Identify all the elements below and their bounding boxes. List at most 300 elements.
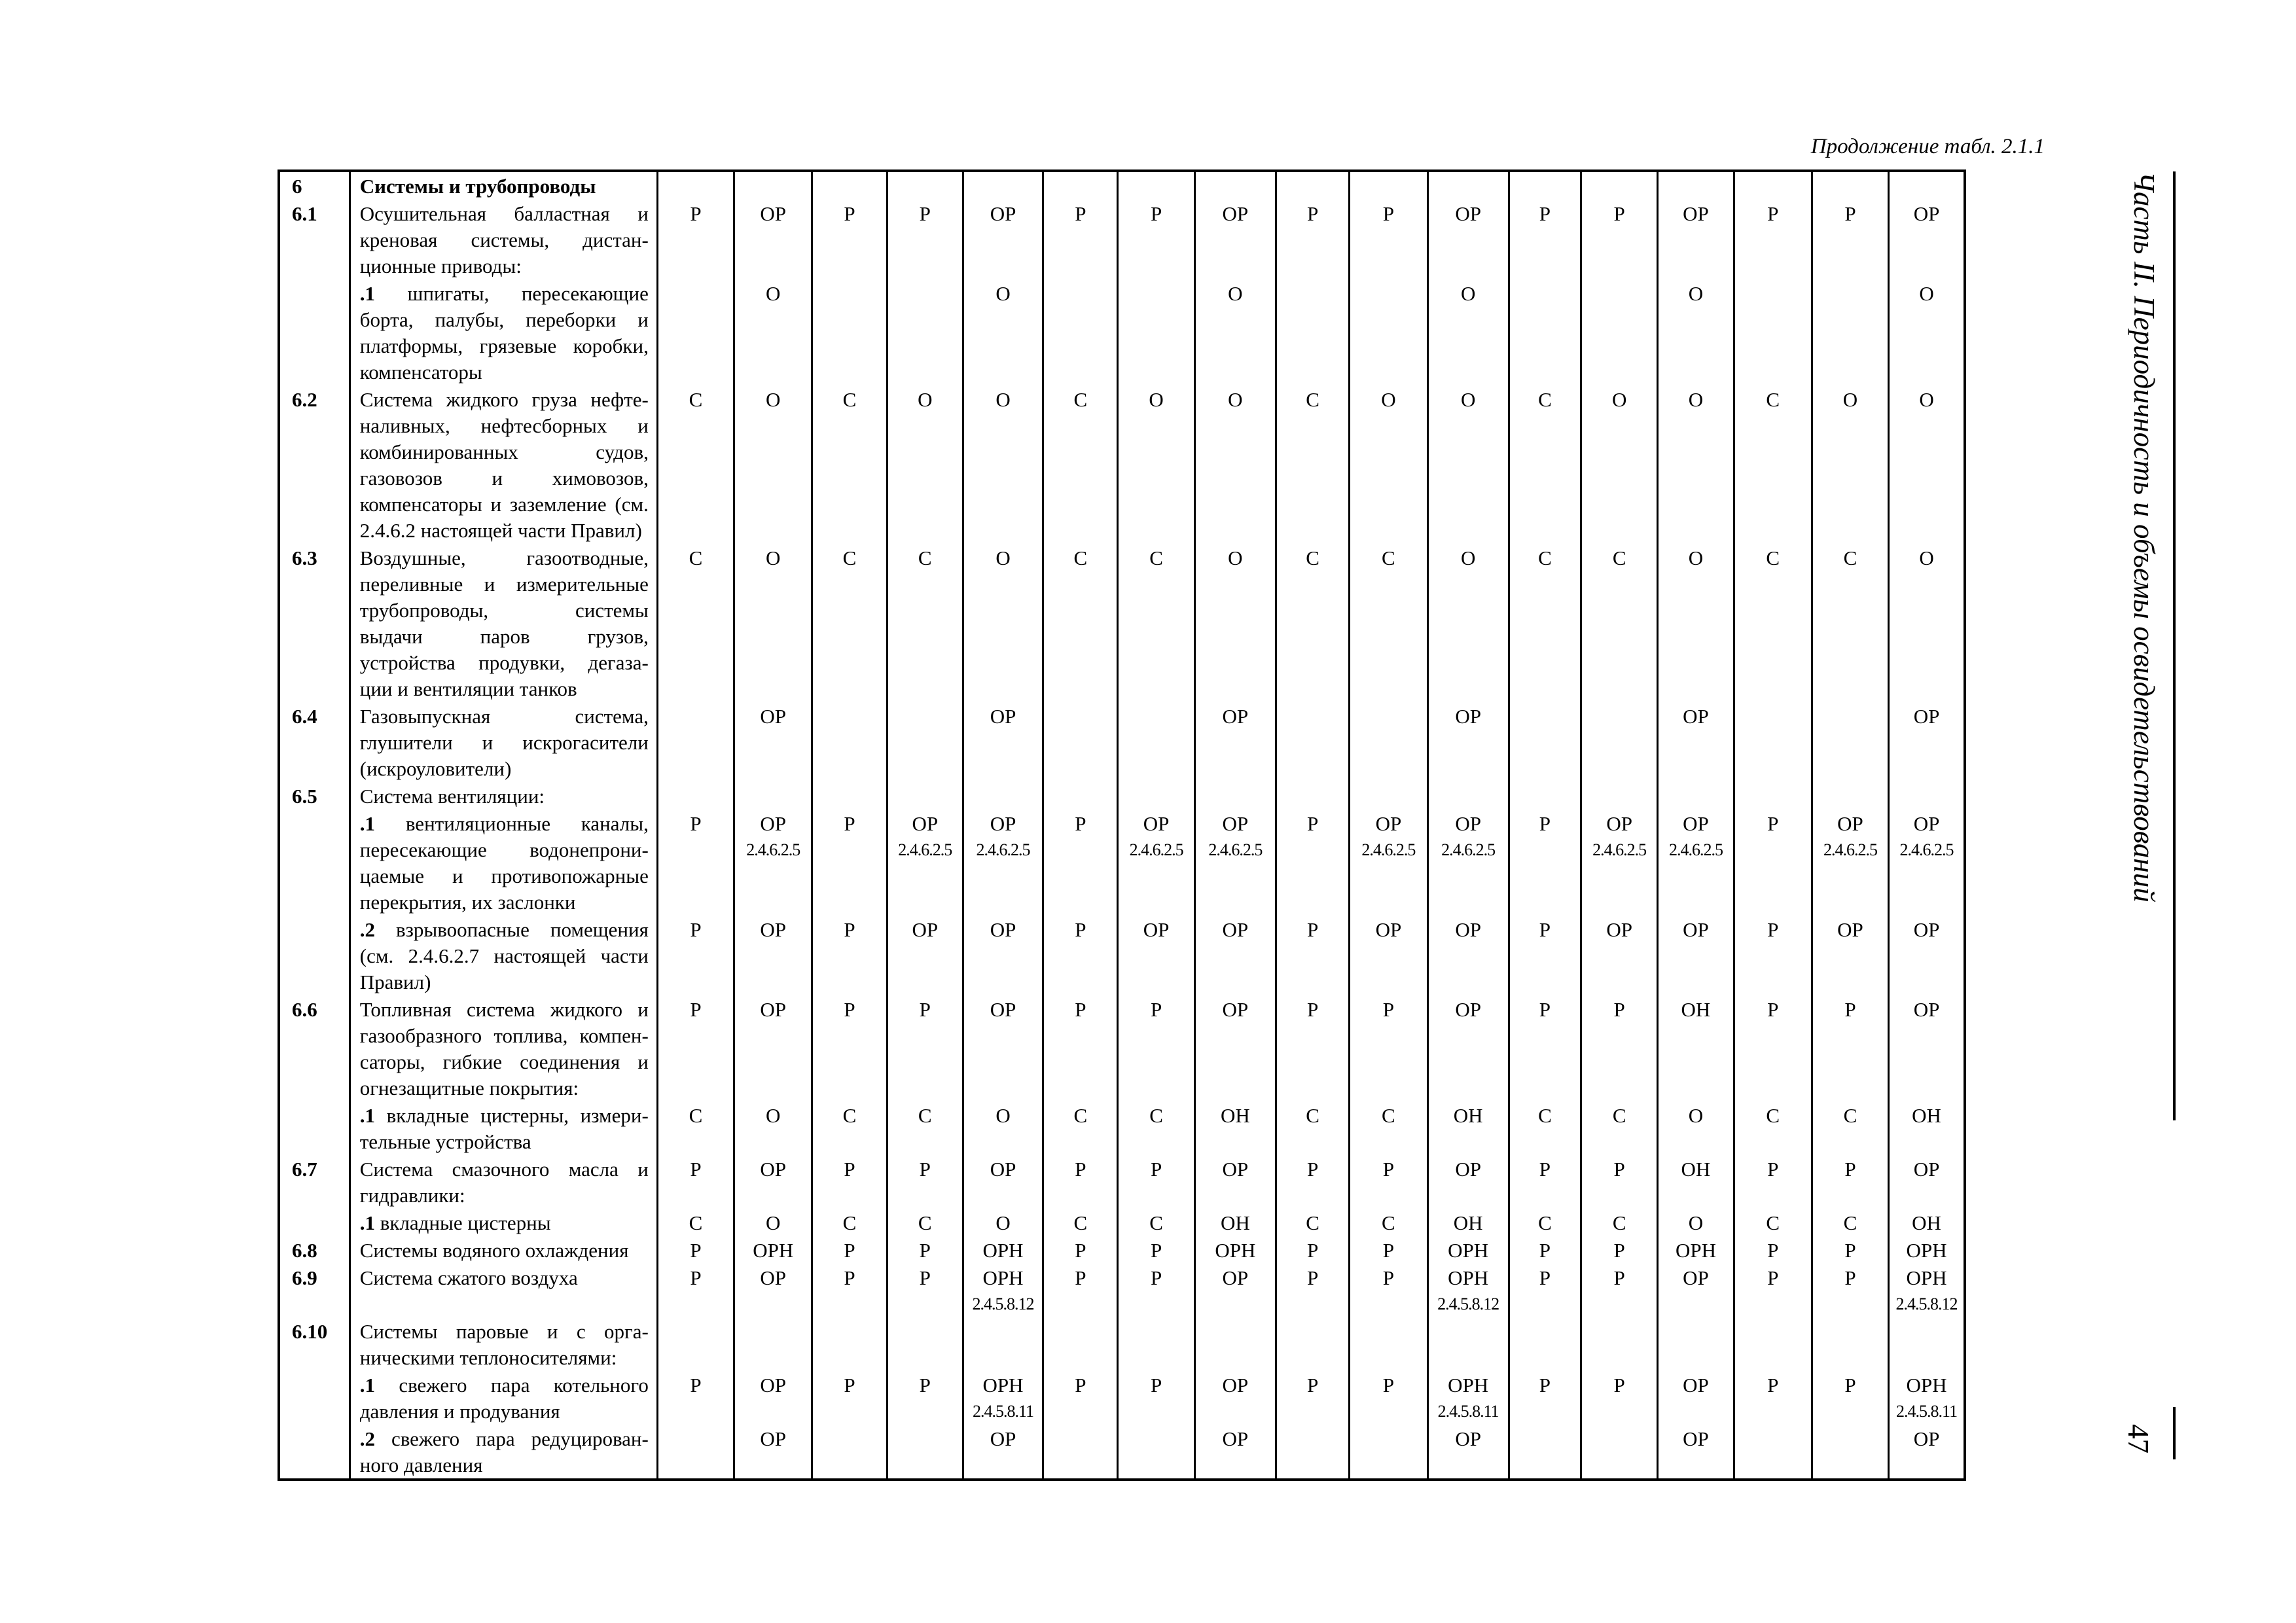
value-code: С xyxy=(1538,546,1552,569)
survey-value-cell xyxy=(812,810,887,916)
survey-value-cell xyxy=(1509,702,1581,782)
survey-value-cell xyxy=(1581,1317,1658,1371)
value-code: Р xyxy=(1307,1158,1319,1181)
description-line xyxy=(360,624,649,650)
survey-value-cell xyxy=(1194,1264,1276,1317)
value-code: С xyxy=(1843,546,1857,569)
survey-value-cell xyxy=(1194,200,1276,279)
survey-value-cell xyxy=(1734,385,1812,544)
table-row xyxy=(279,1317,1965,1371)
value-code: Р xyxy=(1075,1239,1086,1262)
survey-value-cell xyxy=(1812,544,1888,702)
value-code: ОР xyxy=(1913,998,1940,1021)
value-code: С xyxy=(689,388,703,411)
survey-value-cell xyxy=(812,702,887,782)
value-code: ОР xyxy=(1143,812,1170,835)
survey-value-cell xyxy=(1734,916,1812,995)
survey-value-cell xyxy=(1427,1317,1509,1371)
description-text: ного давления xyxy=(359,1454,483,1476)
survey-value-cell xyxy=(1194,1425,1276,1480)
survey-value-cell xyxy=(1812,279,1888,385)
survey-value-cell xyxy=(1658,995,1734,1101)
description-text: Правил) xyxy=(359,971,431,993)
value-code: О xyxy=(766,546,781,569)
survey-value-cell xyxy=(1350,782,1427,810)
survey-value-cell xyxy=(1194,1209,1276,1236)
value-code: С xyxy=(1073,1211,1088,1234)
survey-value-cell xyxy=(734,1101,812,1155)
row-number-cell xyxy=(279,1425,350,1480)
value-code: С xyxy=(1766,388,1780,411)
survey-value-cell xyxy=(657,200,734,279)
description-text: Система сжатого воздуха xyxy=(359,1266,578,1289)
description-line xyxy=(360,173,649,200)
survey-value-cell xyxy=(1734,1317,1812,1371)
description-line xyxy=(360,465,649,491)
survey-value-cell xyxy=(1194,1101,1276,1155)
value-code: Р xyxy=(1382,1374,1394,1397)
survey-value-cell xyxy=(1509,1101,1581,1155)
value-reference: 2.4.6.2.5 xyxy=(1208,840,1263,859)
row-number-cell xyxy=(279,1371,350,1425)
description-text: компенсаторы xyxy=(359,361,482,383)
description-text: креновая системы, дистан- xyxy=(359,228,649,251)
value-code: Р xyxy=(1075,812,1086,835)
value-code: ОР xyxy=(1683,1266,1709,1289)
value-reference: 2.4.5.8.11 xyxy=(973,1402,1034,1421)
survey-value-cell xyxy=(963,1101,1043,1155)
survey-value-cell xyxy=(812,1425,887,1480)
table-row xyxy=(279,1236,1965,1264)
description-line xyxy=(360,1345,649,1371)
survey-value-cell xyxy=(1118,1371,1194,1425)
survey-value-cell xyxy=(1734,544,1812,702)
survey-value-cell xyxy=(887,279,963,385)
table-row xyxy=(279,544,1965,702)
description-line xyxy=(360,917,649,943)
value-code: ОР xyxy=(1222,1158,1249,1181)
survey-value-cell xyxy=(1581,1209,1658,1236)
value-code: Р xyxy=(1767,1266,1779,1289)
survey-value-cell xyxy=(1581,995,1658,1101)
survey-value-cell xyxy=(887,1209,963,1236)
survey-value-cell xyxy=(1812,1155,1888,1209)
value-reference: 2.4.6.2.5 xyxy=(1668,840,1723,859)
value-code: ОРН xyxy=(982,1374,1024,1397)
value-code: ОР xyxy=(760,202,787,225)
row-number: 6.2 xyxy=(292,388,317,411)
value-code: Р xyxy=(1307,1374,1319,1397)
survey-value-cell xyxy=(1658,1101,1734,1155)
survey-value-cell xyxy=(1658,1209,1734,1236)
survey-value-cell xyxy=(1350,279,1427,385)
survey-value-cell xyxy=(1118,279,1194,385)
row-number-cell xyxy=(279,200,350,279)
value-code: О xyxy=(766,282,781,305)
item-description-cell xyxy=(350,810,657,916)
survey-value-cell xyxy=(734,995,812,1101)
survey-value-cell xyxy=(657,1101,734,1155)
survey-value-cell xyxy=(1658,782,1734,810)
survey-value-cell xyxy=(1043,702,1118,782)
description-line xyxy=(360,730,649,756)
survey-value-cell xyxy=(657,1371,734,1425)
value-code: Р xyxy=(1150,1158,1162,1181)
description-line xyxy=(360,227,649,253)
survey-value-cell xyxy=(1043,544,1118,702)
survey-value-cell xyxy=(887,171,963,200)
survey-value-cell xyxy=(812,385,887,544)
table-row xyxy=(279,1155,1965,1209)
survey-value-cell xyxy=(1658,385,1734,544)
survey-value-cell xyxy=(1350,995,1427,1101)
value-code: Р xyxy=(690,1374,702,1397)
value-code: С xyxy=(842,546,857,569)
survey-value-cell xyxy=(812,171,887,200)
value-reference: 2.4.6.2.5 xyxy=(898,840,952,859)
value-code: ОР xyxy=(1222,1427,1249,1450)
description-line xyxy=(360,201,649,227)
item-description-cell xyxy=(350,782,657,810)
survey-value-cell xyxy=(963,702,1043,782)
survey-value-cell xyxy=(734,1209,812,1236)
survey-value-cell xyxy=(1658,544,1734,702)
value-code: О xyxy=(1688,546,1704,569)
description-text: устройства продувки, дегаза- xyxy=(359,651,649,674)
survey-value-cell xyxy=(1043,1317,1118,1371)
value-code: С xyxy=(1538,1211,1552,1234)
description-text: выдачи паров грузов, xyxy=(359,625,649,648)
value-code: Р xyxy=(844,1266,855,1289)
value-code: О xyxy=(996,388,1011,411)
value-code: Р xyxy=(1844,1266,1856,1289)
value-code: Р xyxy=(690,918,702,941)
row-number-cell xyxy=(279,171,350,200)
row-number-cell xyxy=(279,916,350,995)
value-code: Р xyxy=(919,1266,931,1289)
value-code: ОР xyxy=(990,812,1016,835)
survey-value-cell xyxy=(963,544,1043,702)
description-text: Системы и трубопроводы xyxy=(359,175,596,198)
survey-value-cell xyxy=(963,279,1043,385)
survey-value-cell xyxy=(1509,1425,1581,1480)
survey-value-cell xyxy=(1658,171,1734,200)
value-code: Р xyxy=(1382,1239,1394,1262)
survey-value-cell xyxy=(657,702,734,782)
survey-value-cell xyxy=(1427,1371,1509,1425)
table-row xyxy=(279,1264,1965,1317)
value-code: О xyxy=(1688,1211,1704,1234)
survey-value-cell xyxy=(1889,782,1965,810)
description-line xyxy=(360,333,649,359)
value-code: О xyxy=(1460,546,1476,569)
description-text: ническими теплоносителями: xyxy=(359,1346,617,1369)
value-code: ОН xyxy=(1681,998,1711,1021)
value-code: ОР xyxy=(1455,1427,1481,1450)
survey-value-cell xyxy=(1509,916,1581,995)
value-code: О xyxy=(1611,388,1627,411)
description-line xyxy=(360,783,649,810)
survey-value-cell xyxy=(887,1371,963,1425)
row-number-cell xyxy=(279,1209,350,1236)
survey-value-cell xyxy=(1509,279,1581,385)
value-code: Р xyxy=(1613,998,1625,1021)
survey-value-cell xyxy=(1812,1317,1888,1371)
survey-value-cell xyxy=(887,385,963,544)
survey-value-cell xyxy=(1658,1317,1734,1371)
survey-value-cell xyxy=(734,1236,812,1264)
value-code: С xyxy=(1306,1104,1319,1127)
survey-value-cell xyxy=(1581,544,1658,702)
description-text: вентиляционные каналы, xyxy=(375,812,649,835)
survey-value-cell xyxy=(812,200,887,279)
value-reference: 2.4.5.8.12 xyxy=(1895,1294,1958,1313)
survey-value-cell xyxy=(1889,200,1965,279)
value-reference: 2.4.5.8.12 xyxy=(1437,1294,1499,1313)
table-continuation-caption: Продолжение табл. 2.1.1 xyxy=(1810,135,2045,158)
value-code: ОРН xyxy=(1448,1374,1489,1397)
survey-value-cell xyxy=(1734,279,1812,385)
value-code: С xyxy=(1612,1104,1626,1127)
survey-value-cell xyxy=(734,1317,812,1371)
item-description-cell xyxy=(350,1264,657,1317)
survey-value-cell xyxy=(1658,1425,1734,1480)
survey-value-cell xyxy=(1509,1317,1581,1371)
description-line xyxy=(360,571,649,597)
survey-value-cell xyxy=(1427,810,1509,916)
survey-value-cell xyxy=(1118,916,1194,995)
value-reference: 2.4.6.2.5 xyxy=(1899,840,1954,859)
survey-value-cell xyxy=(657,279,734,385)
survey-value-cell xyxy=(887,995,963,1101)
survey-value-cell xyxy=(1658,1236,1734,1264)
description-line xyxy=(360,1372,649,1399)
description-line xyxy=(360,491,649,518)
survey-value-cell xyxy=(657,916,734,995)
survey-value-cell xyxy=(657,782,734,810)
survey-value-cell xyxy=(734,782,812,810)
survey-value-cell xyxy=(734,279,812,385)
table-row xyxy=(279,1101,1965,1155)
description-line xyxy=(360,676,649,702)
survey-value-cell xyxy=(1043,1425,1118,1480)
value-code: О xyxy=(996,1211,1011,1234)
survey-value-cell xyxy=(887,544,963,702)
survey-value-cell xyxy=(1194,1155,1276,1209)
survey-value-cell xyxy=(1194,995,1276,1101)
survey-value-cell xyxy=(1276,1155,1350,1209)
description-text: ции и вентиляции танков xyxy=(359,677,577,700)
description-line xyxy=(360,1049,649,1075)
survey-value-cell xyxy=(1043,1264,1118,1317)
value-code: С xyxy=(1766,1104,1780,1127)
survey-value-cell xyxy=(657,544,734,702)
value-code: О xyxy=(1228,546,1243,569)
value-code: С xyxy=(1766,546,1780,569)
value-code: С xyxy=(1382,1211,1395,1234)
survey-value-cell xyxy=(1812,916,1888,995)
value-code: ОР xyxy=(1913,812,1940,835)
survey-value-cell xyxy=(1276,1317,1350,1371)
survey-value-cell xyxy=(1350,1264,1427,1317)
survey-value-cell xyxy=(963,1371,1043,1425)
value-code: ОР xyxy=(760,918,787,941)
description-text: (см. 2.4.6.2.7 настоящей части xyxy=(359,944,649,967)
survey-value-cell xyxy=(657,1317,734,1371)
value-code: Р xyxy=(919,998,931,1021)
value-code: Р xyxy=(1150,1239,1162,1262)
value-code: Р xyxy=(919,1158,931,1181)
description-text: взрывоопасные помещения xyxy=(375,918,649,941)
survey-value-cell xyxy=(963,1209,1043,1236)
survey-value-cell xyxy=(1658,200,1734,279)
survey-value-cell xyxy=(1509,544,1581,702)
value-code: С xyxy=(1306,388,1319,411)
description-text: цаемые и противопожарные xyxy=(359,865,649,887)
description-text: Газовыпускная система, xyxy=(359,705,649,728)
value-code: Р xyxy=(1767,998,1779,1021)
sub-item-number: .1 xyxy=(359,1104,375,1127)
row-number-cell xyxy=(279,385,350,544)
survey-value-cell xyxy=(1889,279,1965,385)
value-code: О xyxy=(1919,282,1934,305)
survey-value-cell xyxy=(734,200,812,279)
survey-value-cell xyxy=(1581,1101,1658,1155)
value-code: ОР xyxy=(1683,1427,1709,1450)
value-code: ОР xyxy=(1375,812,1402,835)
value-code: ОР xyxy=(1222,1374,1249,1397)
value-code: С xyxy=(1149,1104,1163,1127)
survey-value-cell xyxy=(1812,1209,1888,1236)
survey-value-cell xyxy=(1734,200,1812,279)
survey-value-cell xyxy=(1194,702,1276,782)
value-code: О xyxy=(1460,282,1476,305)
value-code: ОР xyxy=(990,705,1016,728)
survey-value-cell xyxy=(1509,1236,1581,1264)
description-line xyxy=(360,969,649,995)
value-code: Р xyxy=(1767,202,1779,225)
row-number: 6.6 xyxy=(292,998,317,1021)
survey-value-cell xyxy=(1889,544,1965,702)
value-reference: 2.4.6.2.5 xyxy=(1441,840,1496,859)
value-code: С xyxy=(689,1211,703,1234)
value-code: С xyxy=(842,388,857,411)
sub-item-number: .1 xyxy=(359,1211,375,1234)
value-code: Р xyxy=(1844,998,1856,1021)
survey-value-cell xyxy=(1581,916,1658,995)
value-code: С xyxy=(1149,546,1163,569)
value-code: ОР xyxy=(1683,812,1709,835)
survey-value-cell xyxy=(812,1264,887,1317)
survey-value-cell xyxy=(1658,1155,1734,1209)
survey-value-cell xyxy=(963,1236,1043,1264)
survey-value-cell xyxy=(1276,544,1350,702)
survey-value-cell xyxy=(1043,385,1118,544)
survey-value-cell xyxy=(1581,1155,1658,1209)
value-code: ОР xyxy=(1222,1266,1249,1289)
value-reference: 2.4.5.8.11 xyxy=(1437,1402,1499,1421)
value-code: С xyxy=(689,546,703,569)
survey-value-cell xyxy=(1043,782,1118,810)
value-code: ОР xyxy=(990,202,1016,225)
survey-value-cell xyxy=(1889,810,1965,916)
item-description-cell xyxy=(350,1209,657,1236)
value-code: Р xyxy=(1382,1266,1394,1289)
description-text: газовозов и химовозов, xyxy=(359,467,649,490)
survey-value-cell xyxy=(1509,171,1581,200)
value-code: Р xyxy=(1767,1374,1779,1397)
survey-value-cell xyxy=(1194,171,1276,200)
value-code: ОР xyxy=(1913,202,1940,225)
survey-value-cell xyxy=(1427,1209,1509,1236)
survey-value-cell xyxy=(1350,200,1427,279)
description-line xyxy=(360,997,649,1023)
value-code: ОР xyxy=(1683,1374,1709,1397)
value-code: ОР xyxy=(1606,812,1632,835)
description-line xyxy=(360,1210,649,1236)
value-reference: 2.4.6.2.5 xyxy=(1592,840,1647,859)
value-code: ОРН xyxy=(982,1239,1024,1262)
row-number: 6.9 xyxy=(292,1266,317,1289)
survey-value-cell xyxy=(1276,995,1350,1101)
item-description-cell xyxy=(350,1236,657,1264)
survey-value-cell xyxy=(1427,916,1509,995)
description-text: тельные устройства xyxy=(359,1130,531,1153)
description-line xyxy=(360,756,649,782)
table-row xyxy=(279,810,1965,916)
survey-value-cell xyxy=(1581,1371,1658,1425)
row-number: 6.10 xyxy=(292,1320,328,1343)
description-line xyxy=(360,1319,649,1345)
table-row xyxy=(279,1209,1965,1236)
value-code: О xyxy=(1149,388,1164,411)
item-description-cell xyxy=(350,1155,657,1209)
value-code: ОР xyxy=(912,812,939,835)
description-text: газообразного топлива, компен- xyxy=(359,1024,649,1047)
survey-value-cell xyxy=(1427,1101,1509,1155)
value-code: Р xyxy=(844,202,855,225)
survey-value-cell xyxy=(1118,1209,1194,1236)
description-line xyxy=(360,837,649,863)
survey-value-cell xyxy=(1812,1236,1888,1264)
survey-value-cell xyxy=(963,782,1043,810)
value-code: О xyxy=(918,388,933,411)
value-code: Р xyxy=(690,1266,702,1289)
value-code: ОР xyxy=(990,918,1016,941)
description-text: Системы водяного охлаждения xyxy=(359,1239,629,1262)
item-description-cell xyxy=(350,200,657,279)
value-reference: 2.4.6.2.5 xyxy=(976,840,1030,859)
survey-value-cell xyxy=(1276,1209,1350,1236)
survey-value-cell xyxy=(1043,1101,1118,1155)
description-line xyxy=(360,650,649,676)
description-text: Воздушные, газоотводные, xyxy=(359,546,649,569)
row-number: 6 xyxy=(292,175,302,198)
value-code: С xyxy=(1612,546,1626,569)
value-code: С xyxy=(1843,1104,1857,1127)
survey-value-cell xyxy=(1350,1236,1427,1264)
value-code: ОР xyxy=(1455,812,1481,835)
value-code: Р xyxy=(690,998,702,1021)
value-code: С xyxy=(1073,546,1088,569)
value-code: О xyxy=(996,282,1011,305)
description-text: свежего пара редуцирован- xyxy=(375,1427,649,1450)
page-number-rule xyxy=(2173,1407,2176,1459)
row-number: 6.5 xyxy=(292,785,317,808)
value-code: Р xyxy=(1844,1158,1856,1181)
value-code: ОН xyxy=(1912,1104,1941,1127)
value-code: ОН xyxy=(1220,1104,1250,1127)
